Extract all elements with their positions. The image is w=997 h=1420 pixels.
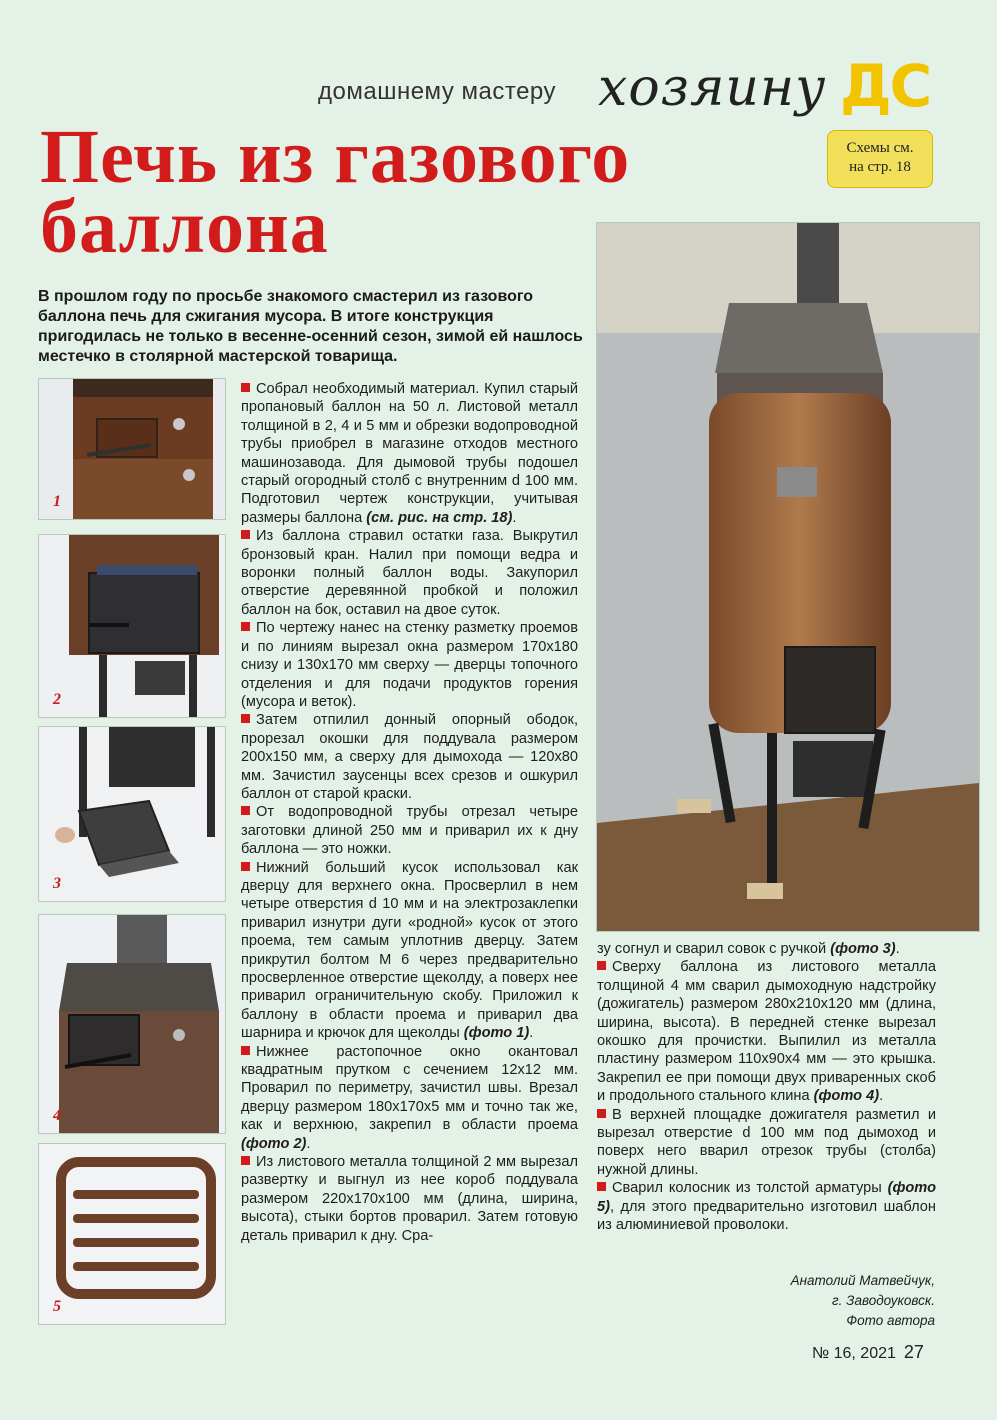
body-paragraph <box>597 1106 936 1180</box>
paragraph-text: зу согнул и сварил совок с ручкой <box>597 941 831 957</box>
paragraph-text: Нижний больший кусок использовал как дверцу для верхнего окна. Просверлил в нем четыре отверстия d 10 мм и на электрозаклепки приварил изнутри дуги «родной» кусок от этого проема, тем самым уплотнив дверцу. Затем прикрутил болтом М 6 через предварительно просверленное отверстие щеколду, а поверх нее приварил ограничительную скобу. Приложил к баллону в области проема и приварил два шарнира и крючок для щеколды <box>241 859 578 1042</box>
paragraph-text: Нижнее растопочное окно окантовал квадратным прутком с сечением 12х12 мм. Проварил по периметру, зачистил швы. Врезал дверцу размером 180х170х5 мм и точно так же, как и верхнюю, закрепил в области проема <box>241 1043 578 1134</box>
stove-main-photo <box>596 222 980 932</box>
photo-3-image <box>39 727 225 901</box>
paragraph-text: Из листового металла толщиной 2 мм вырезал развертку и выгнул из нее короб поддувала размером 220х170х100 мм (длина, ширина, высота), стыки бортов проварил. Затем готовую деталь приварил к дну. Сра- <box>241 1154 578 1244</box>
paragraph-text-tail: . <box>895 941 900 957</box>
photo-2-number: 2 <box>53 691 61 708</box>
photo-2-image <box>39 535 225 717</box>
paragraph-text-tail: . <box>529 1025 534 1042</box>
photo-4 <box>38 914 226 1134</box>
article-title-line2: баллона <box>40 185 329 269</box>
photo-1 <box>38 378 226 520</box>
paragraph-bullet-icon <box>241 862 250 871</box>
photo-4-number: 4 <box>53 1107 61 1124</box>
body-paragraph <box>241 1043 578 1153</box>
paragraph-text: В верхней площадке дожигателя разметил и вырезал отверстие d 100 мм под дымоход и поверх него вварил отрезок трубы (столба) нужной длины. <box>597 1106 936 1178</box>
scheme-badge-line2: на стр. 18 <box>849 159 911 175</box>
paragraph-bullet-icon <box>241 1156 250 1165</box>
paragraph-text: Сварил колосник из толстой арматуры <box>612 1180 888 1197</box>
body-paragraph <box>241 1153 578 1245</box>
body-paragraph <box>241 859 578 1043</box>
article-body-left-column <box>241 380 578 1245</box>
issue-number: № 16, 2021 <box>812 1345 896 1362</box>
paragraph-bullet-icon <box>241 1046 250 1055</box>
author-city: г. Заводоуковск. <box>832 1293 935 1308</box>
photo-credit: Фото автора <box>846 1313 935 1328</box>
paragraph-text: Из баллона стравил остатки газа. Выкрутил бронзовый кран. Налил при помощи ведра и воронки полный баллон воды. Закупорил отверстие деревянной пробкой и положил баллон на бок, оставил на двое суток. <box>241 528 578 618</box>
photo-2 <box>38 534 226 718</box>
magazine-logo: ДС <box>840 52 931 120</box>
paragraph-bullet-icon <box>241 806 250 815</box>
paragraph-bullet-icon <box>597 961 606 970</box>
rubric-title: хозяину <box>598 58 827 118</box>
figure-reference: (фото 5) <box>597 1180 936 1215</box>
photo-1-image <box>39 379 225 519</box>
scheme-reference-badge <box>827 130 933 188</box>
photo-5-image <box>39 1144 225 1324</box>
page-number: 27 <box>903 1342 924 1362</box>
paragraph-bullet-icon <box>241 622 250 631</box>
paragraph-bullet-icon <box>241 383 250 392</box>
paragraph-bullet-icon <box>241 714 250 723</box>
page-footer <box>812 1342 924 1363</box>
body-paragraph-continuation <box>597 940 936 958</box>
paragraph-bullet-icon <box>241 530 250 539</box>
photo-3 <box>38 726 226 902</box>
paragraph-text: По чертежу нанес на стенку разметку проемов и по линиям вырезал окна размером 170х180 снизу и 130х170 мм сверху — дверцы топочного отделения и для подачи продуктов горения (мусора и веток). <box>241 620 578 710</box>
author-credit <box>635 1271 935 1331</box>
body-paragraph <box>241 527 578 619</box>
paragraph-text-tail: . <box>879 1088 884 1105</box>
article-body-right-column <box>597 940 936 1235</box>
article-title-line1: Печь из газового <box>40 115 631 199</box>
photo-4-image <box>39 915 225 1133</box>
body-paragraph <box>597 958 936 1105</box>
paragraph-text: Собрал необходимый материал. Купил старый пропановый баллон на 50 л. Листовой металл толщиной в 2, 4 и 5 мм и обрезки водопроводной трубы приобрел в магазине отходов местного машинозавода. Для дымовой трубы подошел старый огородный столб с внутренним d 100 мм. Подготовил чертеж конструкции, учитывая размеры баллона <box>241 381 578 526</box>
article-lead: В прошлом году по просьбе знакомого смастерил из газового баллона печь для сжигания мусора. В итоге конструкция пригодилась не только в весенне-осенний сезон, зимой ей нашлось местечко в столярной мастерской товарища. <box>38 288 583 365</box>
figure-reference: (фото 4) <box>813 1088 880 1105</box>
body-paragraph <box>241 380 578 527</box>
paragraph-text-tail: . <box>306 1135 311 1152</box>
photo-3-number: 3 <box>53 875 61 892</box>
figure-reference: (см. рис. на стр. 18) <box>366 509 513 526</box>
figure-reference: (фото 1) <box>463 1025 530 1042</box>
paragraph-bullet-icon <box>597 1109 606 1118</box>
body-paragraph <box>241 711 578 803</box>
body-paragraph <box>241 803 578 858</box>
paragraph-text: Затем отпилил донный опорный ободок, прорезал окошки для поддувала размером 200х150 мм, а сверху для дымохода — 120х80 мм. Зачистил заусенцы всех срезов и ошкурил баллон от старой краски. <box>241 712 578 802</box>
paragraph-bullet-icon <box>597 1182 606 1191</box>
scheme-badge-line1: Схемы см. <box>846 140 914 156</box>
stove-main-photo-image <box>597 223 979 931</box>
paragraph-text: Сверху баллона из листового металла толщиной 4 мм сварил дымоходную надстройку (дожигатель) размером 280х210х120 мм (длина, ширина, высота). В передней стенке вырезал окошко для прочистки. Выпилил из металла пластину размером 110х90х4 мм — это крышка. Закрепил ее при помощи двух приваренных скоб и продольного стального клина <box>597 959 936 1105</box>
photo-5-number: 5 <box>53 1298 61 1315</box>
body-paragraph <box>597 1179 936 1234</box>
paragraph-text: От водопроводной трубы отрезал четыре заготовки длиной 250 мм и приварил их к дну баллона — это ножки. <box>241 804 578 858</box>
body-paragraph <box>241 619 578 711</box>
photo-5 <box>38 1143 226 1325</box>
paragraph-text-tail: , для этого предварительно изготовил шаблон из алюминиевой проволоки. <box>597 1198 936 1234</box>
photo-1-number: 1 <box>53 493 61 510</box>
author-name: Анатолий Матвейчук, <box>790 1273 935 1288</box>
figure-reference: (фото 3) <box>830 941 896 957</box>
figure-reference: (фото 2) <box>241 1135 307 1152</box>
rubric-subtitle: домашнему мастеру <box>318 78 556 105</box>
paragraph-text-tail: . <box>512 509 517 526</box>
